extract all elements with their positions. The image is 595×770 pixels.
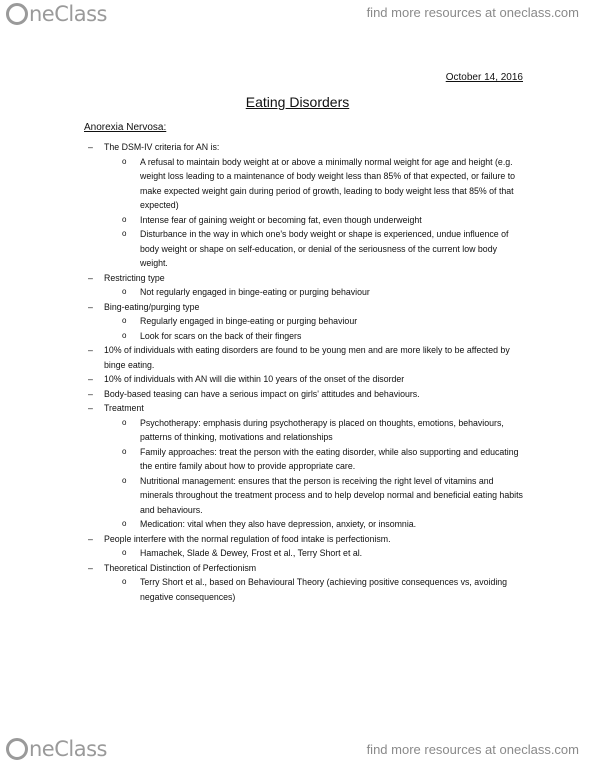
bullet-text: Restricting type — [104, 272, 165, 283]
bullet-text: Regularly engaged in binge-eating or purging behaviour — [140, 316, 358, 326]
header-tagline[interactable]: find more resources at oneclass.com — [366, 5, 579, 20]
sub-bullet-item — [84, 213, 524, 228]
notes-list — [84, 140, 524, 604]
dash-bullet-icon: – — [88, 301, 93, 312]
bullet-text: A refusal to maintain body weight at or above a minimally normal weight for age and height (e.g. weight loss leading to a maintenance of body weight less than 85% of that expected, or failure to make expected weight gain during period of growth, leading to body weight less that 85% of that expected) — [140, 156, 516, 210]
logo-text: neClass — [29, 737, 107, 761]
circle-bullet-icon: o — [122, 287, 127, 296]
bullet-text: Bing-eating/purging type — [104, 301, 200, 312]
dash-bullet-icon: – — [88, 388, 93, 399]
circle-bullet-icon: o — [122, 214, 127, 224]
bullet-text: Nutritional management: ensures that the person is receiving the right level of vitamins and minerals throughout the treatment process and to help develop normal and beneficial eating habits and behaviours. — [140, 475, 523, 515]
dash-bullet-icon: – — [88, 142, 93, 152]
footer-tagline[interactable]: find more resources at oneclass.com — [366, 742, 579, 757]
bullet-item — [84, 300, 524, 315]
bullet-text: Body-based teasing can have a serious impact on girls' attitudes and behaviours. — [104, 388, 420, 399]
bullet-text: Theoretical Distinction of Perfectionism — [104, 562, 257, 573]
dash-bullet-icon: – — [88, 345, 93, 355]
circle-bullet-icon: o — [122, 548, 127, 557]
bullet-text: Treatment — [104, 403, 144, 413]
logo-ring-icon — [6, 738, 28, 760]
circle-bullet-icon: o — [122, 577, 127, 586]
document-title: Eating Disorders — [245, 94, 350, 110]
oneclass-logo-footer[interactable] — [6, 738, 107, 760]
dash-bullet-icon: – — [88, 374, 93, 384]
bullet-text: Not regularly engaged in binge-eating or purging behaviour — [140, 287, 370, 297]
bullet-text: Family approaches: treat the person with the eating disorder, while also supporting and educating the entire family about how to provide appropriate care. — [140, 446, 519, 471]
sub-bullet-item — [84, 575, 524, 604]
dash-bullet-icon: – — [88, 272, 93, 283]
circle-bullet-icon: o — [122, 446, 127, 456]
bullet-item — [84, 401, 524, 416]
sub-bullet-item — [84, 474, 524, 518]
bullet-text: People interfere with the normal regulation of food intake is perfectionism. — [104, 533, 391, 544]
bullet-text: Disturbance in the way in which one's body weight or shape is experienced, undue influence of body weight or shape on self-education, or denial of the seriousness of the current low body weight. — [140, 229, 509, 268]
sub-bullet-item — [84, 314, 524, 329]
bullet-item — [84, 140, 524, 155]
bullet-text: Medication: vital when they also have depression, anxiety, or insomnia. — [140, 519, 417, 529]
bullet-text: Psychotherapy: emphasis during psychotherapy is placed on thoughts, emotions, behaviours, patterns of thinking, motivations and relationships — [140, 417, 504, 442]
bullet-text: 10% of individuals with eating disorders are found to be young men and are more likely to be affected by binge eating. — [104, 345, 510, 370]
sub-bullet-item — [84, 329, 524, 344]
circle-bullet-icon: o — [122, 330, 127, 340]
sub-bullet-item — [84, 227, 524, 271]
circle-bullet-icon: o — [122, 316, 127, 325]
sub-bullet-item — [84, 285, 524, 300]
bullet-item — [84, 532, 524, 547]
bullet-text: Hamachek, Slade & Dewey, Frost et al., Terry Short et al. — [140, 548, 363, 558]
sub-bullet-item — [84, 546, 524, 561]
document-date: October 14, 2016 — [445, 72, 523, 83]
logo-text: neClass — [29, 2, 107, 26]
circle-bullet-icon: o — [122, 519, 127, 528]
dash-bullet-icon: – — [88, 403, 93, 413]
bullet-text: The DSM-IV criteria for AN is: — [104, 142, 220, 152]
circle-bullet-icon: o — [122, 156, 127, 166]
bullet-item — [84, 343, 524, 372]
section-heading: Anorexia Nervosa: — [84, 122, 167, 133]
sub-bullet-item — [84, 155, 524, 213]
sub-bullet-item — [84, 445, 524, 474]
bullet-item — [84, 561, 524, 576]
bullet-item — [84, 271, 524, 286]
bullet-text: Terry Short et al., based on Behavioural Theory (achieving positive consequences vs, avoiding negative consequences) — [140, 577, 508, 602]
dash-bullet-icon: – — [88, 533, 93, 544]
sub-bullet-item — [84, 416, 524, 445]
dash-bullet-icon: – — [88, 562, 93, 573]
circle-bullet-icon: o — [122, 229, 127, 238]
sub-bullet-item — [84, 517, 524, 532]
bullet-item — [84, 372, 524, 387]
circle-bullet-icon: o — [122, 417, 127, 427]
bullet-text: Look for scars on the back of their fingers — [140, 330, 302, 341]
bullet-text: Intense fear of gaining weight or becoming fat, even though underweight — [140, 214, 422, 225]
circle-bullet-icon: o — [122, 475, 127, 485]
bottom-banner — [0, 734, 595, 770]
bullet-text: 10% of individuals with AN will die within 10 years of the onset of the disorder — [104, 374, 405, 384]
bullet-item — [84, 387, 524, 402]
